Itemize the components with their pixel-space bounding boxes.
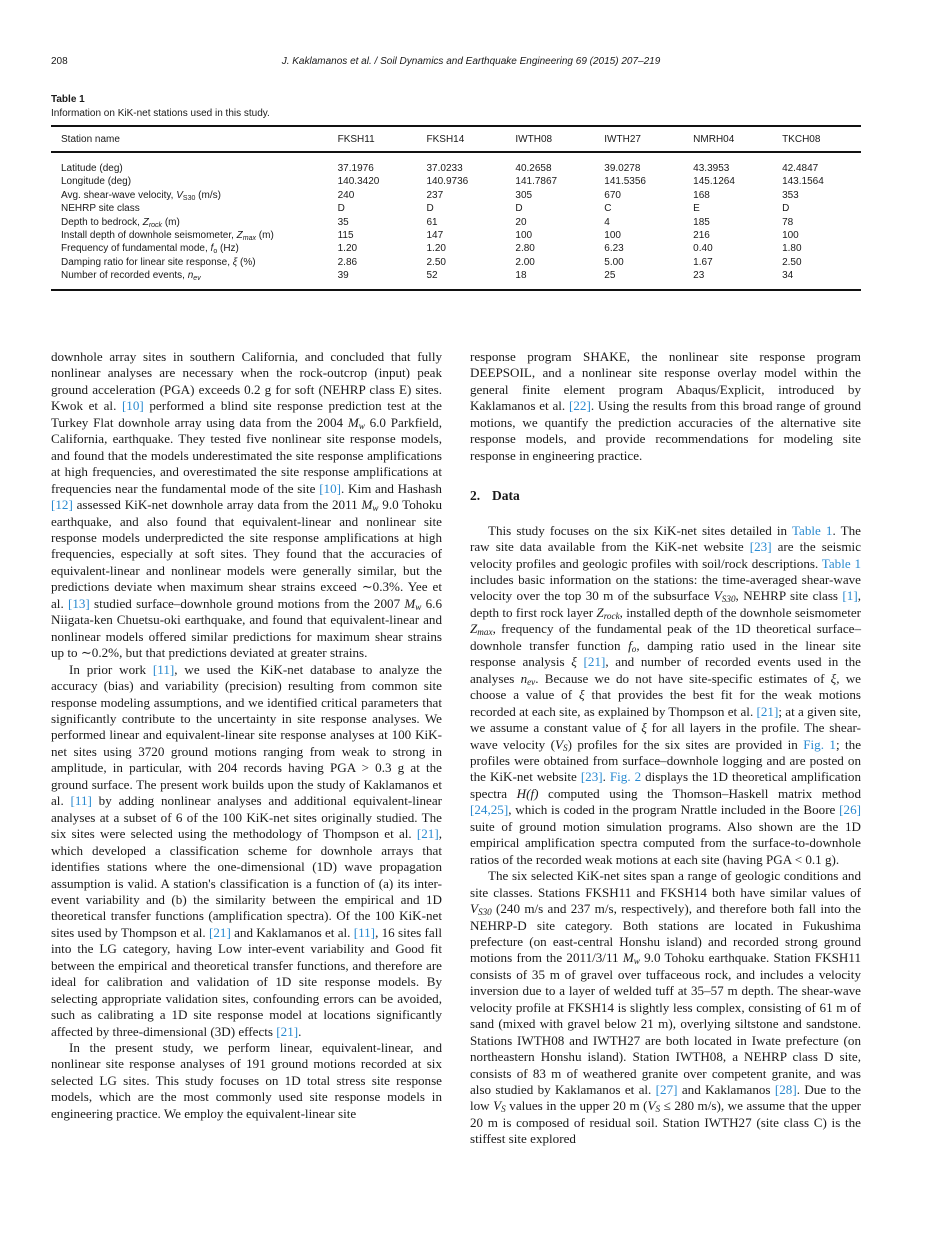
- cell: 0.40: [693, 243, 713, 255]
- cell: 6.23: [604, 243, 624, 255]
- table-caption: Information on KiK-net stations used in this study.: [51, 108, 270, 119]
- citation-link[interactable]: [12]: [51, 497, 73, 513]
- cell: 100: [604, 230, 621, 242]
- section-title: Data: [492, 488, 520, 504]
- table-row: [51, 269, 861, 289]
- cell: 61: [426, 216, 438, 228]
- left-column: [51, 349, 442, 1122]
- cell: 39.0278: [604, 163, 641, 174]
- row-label: Install depth of downhole seismometer, $Z_{max}$ (m): [61, 230, 274, 243]
- citation-link[interactable]: [21]: [208, 924, 231, 940]
- citation-link[interactable]: [23]: [580, 769, 603, 785]
- table-row: [51, 175, 861, 188]
- table-row: [51, 152, 861, 175]
- row-label: Damping ratio for linear site response, ξ (%): [61, 256, 256, 268]
- header-station: IWTH27: [604, 133, 641, 145]
- right-column: [470, 349, 861, 1148]
- cell: 185: [693, 216, 710, 228]
- cell: 141.5356: [604, 176, 646, 188]
- cell: 37.0233: [426, 163, 463, 174]
- figure-link[interactable]: Fig. 2: [609, 769, 642, 785]
- cell: 100: [515, 230, 533, 242]
- paragraph: response program SHAKE, the nonlinear site response program DEEPSOIL, and a nonlinear site response overlay model within the general finite element program Abaqus/Explicit, introduced by Kaklamanos et al. [22]. Using the results from this broad range of ground motions, we quantify the prediction accuracies of the alternative site response models, and provide recommendations for modeling site response in engineering practice.: [470, 349, 861, 463]
- cell: 18: [515, 270, 527, 282]
- citation-link[interactable]: [27]: [655, 1082, 678, 1098]
- citation-link[interactable]: [1]: [842, 588, 858, 604]
- citation-link[interactable]: [11]: [152, 661, 175, 677]
- citation-link[interactable]: [21]: [756, 703, 779, 719]
- row-label: Number of recorded events, $n_{ev}$: [61, 270, 201, 283]
- header-station: TKCH08: [782, 133, 821, 145]
- cell: 147: [426, 230, 444, 242]
- table-header-row: [51, 126, 861, 152]
- paragraph: In the present study, we perform linear, equivalent-linear, and nonlinear site response analyses of 191 ground motions recorded at six selected LG sites. This study focuses on 1D total stress site response models, which are the most commonly used site response models in engineering practice. We employ the equivalent-linear site: [51, 1040, 442, 1121]
- cell: D: [426, 203, 434, 215]
- cell: 20: [515, 216, 527, 228]
- cell: 2.50: [426, 256, 446, 268]
- table-row: [51, 202, 861, 215]
- cell: 115: [337, 230, 354, 242]
- citation-link[interactable]: [22]: [569, 398, 591, 414]
- cell: C: [604, 203, 612, 215]
- table-row: [51, 242, 861, 255]
- cell: 43.3953: [693, 163, 730, 174]
- row-label: NEHRP site class: [61, 203, 140, 215]
- table-link[interactable]: Table 1: [821, 555, 861, 571]
- cell: 670: [604, 189, 621, 201]
- cell: 1.20: [337, 243, 358, 255]
- header-station: NMRH04: [693, 133, 735, 145]
- cell: D: [337, 203, 345, 215]
- cell: 353: [782, 189, 799, 201]
- table-row: [51, 256, 861, 269]
- cell: 4: [604, 216, 610, 228]
- citation-link[interactable]: [10]: [121, 398, 144, 414]
- cell: E: [693, 203, 700, 215]
- table-label: Table 1: [51, 94, 85, 105]
- row-label: Frequency of fundamental mode, $f_o$ (Hz): [61, 243, 239, 256]
- cell: 1.80: [782, 243, 802, 255]
- figure-link[interactable]: Fig. 1: [803, 736, 836, 752]
- paragraph: The six selected KiK-net sites span a range of geologic conditions and site classes. Stations FKSH11 and FKSH14 both have similar values of $V_{S30}$ (240 m/s and 237 m/s, respectively), and therefore both fall into the NEHRP-D site category. Both stations are located in Fukushima prefecture (on east-central Honshu island) and recorded strong ground motions from the 2011/3/11 $M_w$ 9.0 Tohoku earthquake. Station FKSH11 consists of 35 m of gravel over tuffaceous rock, and includes a velocity inversion due to a layer of welded tuff at 35–57 m depth. The shear-wave velocity profile at FKSH14 is slightly less complex, consisting of 61 m of sand (mixed with gravel below 21 m), overlying siltstone and sandstone. Stations IWTH08 and IWTH27 are both located in Iwate prefecture (on northeastern Honshu island). Station IWTH08, a NEHRP class D site, consists of 83 m of weathered granite over competent granite, and was also studied by Kaklamanos et al. [27] and Kaklamanos [28]. Due to the low $V_S$ values in the upper 20 m ($V_S \le 280$ m/s), we assume that the upper 20 m is composed of residual soil. Station IWTH27 (site class C) is the stiffest site explored: [470, 868, 861, 1147]
- cell: 37.1976: [337, 163, 374, 174]
- citation-link[interactable]: [26]: [839, 802, 861, 818]
- table-link[interactable]: Table 1: [791, 522, 833, 538]
- table-row: [51, 216, 861, 229]
- cell: 23: [693, 270, 705, 282]
- cell: 2.80: [515, 243, 535, 255]
- paragraph: This study focuses on the six KiK-net sites detailed in Table 1. The raw site data available from the KiK-net website [23] are the seismic velocity profiles and geologic profiles with soil/rock descriptions. Table 1 includes basic information on the stations: the time-averaged shear-wave velocity over the top 30 m of the subsurface $V_{S30}$, NEHRP site class [1], depth to first rock layer $Z_{rock}$, installed depth of the downhole seismometer $Z_{max}$, frequency of the fundamental peak of the 1D theoretical surface–downhole transfer function $f_o$, damping ratio used in the linear site response analysis ξ [21], and number of recorded events used in the analyses $n_{ev}$. Because we do not have site-specific estimates of ξ, we choose a value of ξ that provides the best fit for the weak motions recorded at each site, as explained by Thompson et al. [21]; at a given site, we assume a constant value of ξ for all layers in the profile. The shear-wave velocity $(V_S)$ profiles for the six sites are provided in Fig. 1; the profiles were obtained from surface–downhole logging and are posted on the KiK-net website [23]. Fig. 2 displays the 1D theoretical amplification spectra H(f) computed using the Thomson–Haskell matrix method [24,25], which is coded in the program Nrattle included in the Boore [26] suite of ground motion simulation programs. Also shown are the 1D empirical amplification spectra computed from the surface-to-downhole ratios of the recorded weak motions at each site (having PGA < 0.1 g).: [470, 522, 862, 867]
- cell: 216: [693, 230, 710, 242]
- cell: 2.86: [337, 256, 358, 268]
- citation-link[interactable]: [21]: [416, 826, 439, 842]
- row-label: Longitude (deg): [61, 176, 132, 188]
- header-station: FKSH14: [426, 133, 465, 145]
- cell: 141.7867: [515, 176, 558, 188]
- cell: 140.9736: [426, 176, 469, 188]
- cell: 42.4847: [782, 163, 819, 174]
- citation-link[interactable]: [11]: [70, 793, 92, 809]
- citation-link[interactable]: [21]: [583, 654, 606, 670]
- cell: 143.1564: [782, 176, 824, 188]
- cell: 1.20: [426, 243, 446, 255]
- cell: D: [782, 203, 790, 215]
- header-station-name: Station name: [61, 133, 120, 145]
- citation-link[interactable]: [23]: [749, 539, 772, 555]
- section-number: 2.: [470, 488, 481, 504]
- cell: 1.67: [693, 256, 713, 268]
- cell: 237: [426, 189, 444, 201]
- cell: 100: [782, 230, 799, 242]
- cell: 168: [693, 189, 710, 201]
- citation-link[interactable]: [13]: [67, 595, 90, 611]
- cell: 39: [337, 270, 349, 282]
- cell: 25: [604, 270, 616, 282]
- cell: D: [515, 203, 523, 215]
- row-label: Avg. shear-wave velocity, $V_{S30}$ (m/s): [61, 189, 221, 202]
- table-1: [51, 94, 861, 291]
- cell: 5.00: [604, 256, 624, 268]
- cell: 240: [337, 189, 355, 201]
- citation-link[interactable]: [28]: [774, 1082, 797, 1098]
- row-label: Depth to bedrock, $Z_{rock}$ (m): [61, 216, 180, 229]
- page-number: 208: [51, 56, 68, 67]
- cell: 34: [782, 270, 794, 282]
- cell: 52: [426, 270, 438, 282]
- cell: 40.2658: [515, 163, 552, 174]
- header-station: FKSH11: [337, 133, 375, 145]
- section-heading: [470, 488, 861, 504]
- table-row: [51, 229, 861, 242]
- row-label: Latitude (deg): [61, 163, 123, 174]
- table-row: [51, 189, 861, 202]
- cell: 305: [515, 189, 533, 201]
- cell: 35: [337, 216, 349, 228]
- citation-link[interactable]: [24,25]: [470, 802, 509, 818]
- stations-table: [51, 125, 861, 291]
- cell: 2.00: [515, 256, 535, 268]
- paragraph: downhole array sites in southern California, and concluded that fully nonlinear analyses are necessary when the rock-outcrop (input) peak ground acceleration (PGA) exceeds 0.2 g for soft (NEHRP class E) sites. Kwok et al. [10] performed a blind site response prediction test at the Turkey Flat downhole array using data from the 2004 $M_w$ 6.0 Parkfield, California, earthquake. They tested five nonlinear site response models, and found that the models underestimated the site response amplifications at high frequencies, and overestimated the site response amplifications at frequencies near the fundamental mode of the site [10]. Kim and Hashash [12] assessed KiK-net downhole array data from the 2011 $M_w$ 9.0 Tohoku earthquake, and also found that equivalent-linear and nonlinear site response models underpredicted the site response amplifications at high frequencies, especially at soft sites. They found that the accuracies of equivalent-linear and nonlinear models were generally similar, but the predictions deviate when maximum shear strains exceed ∼0.3%. Yee et al. [13] studied surface–downhole ground motions from the 2007 $M_w$ 6.6 Niigata-ken Chuetsu-oki earthquake, and found that equivalent-linear and nonlinear models offered similar predictions for maximum shear strains up to ∼0.2%, but that predictions deviated at greater strains.: [51, 349, 442, 661]
- journal-citation: J. Kaklamanos et al. / Soil Dynamics and Earthquake Engineering 69 (2015) 207–219: [281, 56, 661, 67]
- cell: 145.1264: [693, 176, 735, 188]
- citation-link[interactable]: [11]: [353, 924, 376, 940]
- cell: 2.50: [782, 256, 802, 268]
- cell: 140.3420: [337, 176, 380, 188]
- cell: 78: [782, 216, 794, 228]
- citation-link[interactable]: [21]: [276, 1023, 299, 1039]
- running-head: [51, 56, 871, 70]
- header-station: IWTH08: [515, 133, 553, 145]
- citation-link[interactable]: [10]: [319, 480, 342, 496]
- paragraph: In prior work [11], we used the KiK-net database to analyze the accuracy (bias) and variability (precision) resulting from common site response modeling assumptions, and we identified critical parameters that significantly contribute to the uncertainty in site response analyses. We performed linear and equivalent-linear site response analyses at 100 KiK-net sites using 3720 ground motions ranging from weak to strong in amplitude, in particular, with 204 records having PGA > 0.3 g at the ground surface. The present work builds upon the study of Kaklamanos et al. [11] by adding nonlinear analyses and additional equivalent-linear analyses at a subset of 6 of the 100 KiK-net sites originally studied. The six sites were selected using the methodology of Thompson et al. [21], which developed a classification scheme for downhole arrays that identifies stations where the one-dimensional (1D) wave propagation assumption is valid. A station's classification is a function of (a) its inter-event variability and (b) the similarity between the empirical and 1D theoretical transfer functions (amplification spectra). Of the 100 KiK-net sites used by Thompson et al. [21] and Kaklamanos et al. [11], 16 sites fall into the LG category, having Low inter-event variability and Good fit between the empirical and theoretical transfer functions, and therefore are ideal for calibration and validation of 1D site response models. By selecting appropriate validation sites, confounding errors can be avoided, such as calibrating a 1D site response model at locations significantly affected by three-dimensional (3D) effects [21].: [51, 661, 442, 1039]
